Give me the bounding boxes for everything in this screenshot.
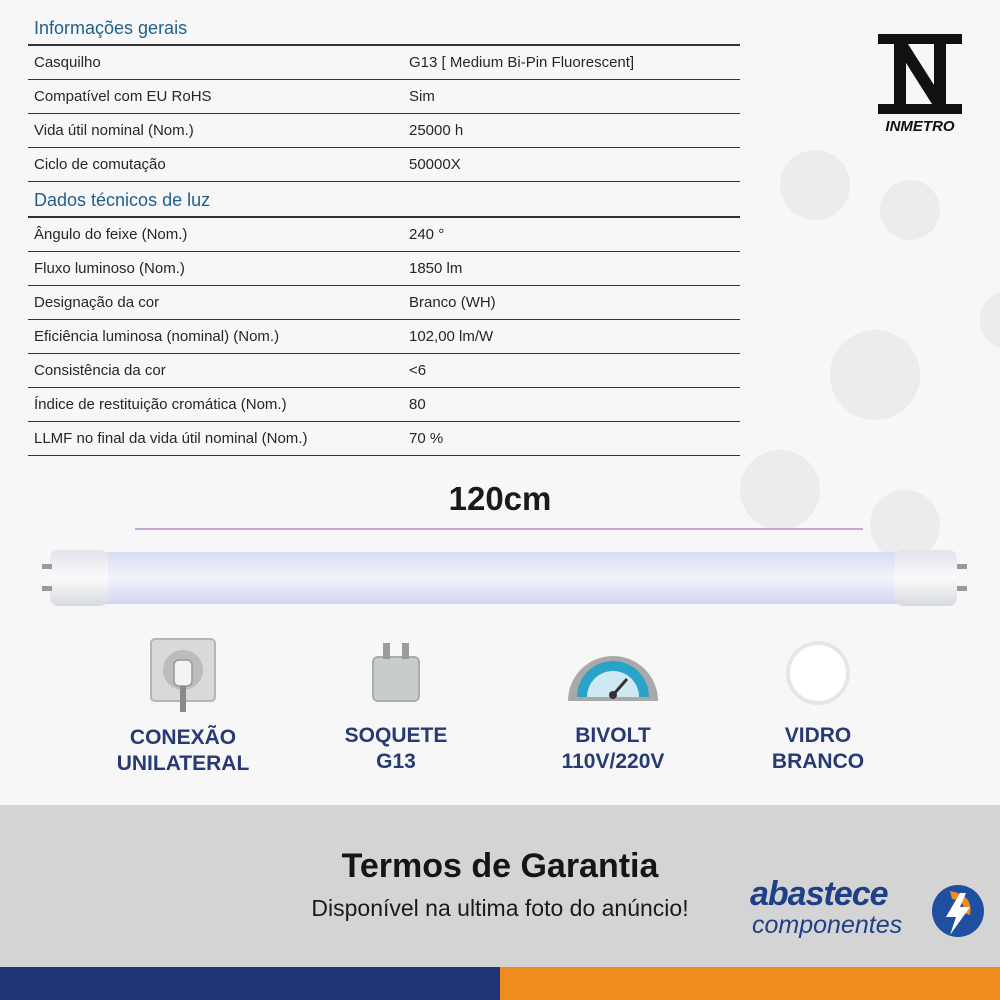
spec-label: Compatível com EU RoHS (34, 88, 212, 105)
power-outlet-icon (148, 635, 218, 715)
feature-label-line2: G13 (376, 750, 416, 773)
feature-label-line1: VIDRO (784, 724, 852, 747)
brand-name-top: abastece (750, 875, 888, 913)
spec-label: LLMF no final da vida útil nominal (Nom.) (34, 430, 308, 447)
spec-row (28, 354, 740, 388)
spec-label: Eficiência luminosa (nominal) (Nom.) (34, 328, 280, 345)
spec-value: 80 (409, 396, 426, 413)
footer-stripe-orange (500, 967, 1000, 1000)
spec-row (28, 422, 740, 456)
spec-label: Consistência da cor (34, 362, 166, 379)
spec-value: 240 ° (409, 226, 445, 243)
feature-label-line1: SOQUETE (344, 724, 448, 747)
length-label: 120cm (448, 480, 552, 517)
feature-label-line1: BIVOLT (575, 724, 651, 747)
inmetro-logo (876, 34, 964, 138)
spec-row (28, 148, 740, 182)
warranty-subtitle: Disponível na ultima foto do anúncio! (311, 895, 689, 921)
brand-logo (750, 875, 990, 945)
background-dot (880, 180, 940, 240)
background-dot (780, 150, 850, 220)
spec-value: 102,00 lm/W (409, 328, 494, 345)
spec-label: Vida útil nominal (Nom.) (34, 122, 194, 139)
inmetro-label: INMETRO (885, 118, 955, 135)
feature-label-line2: BRANCO (771, 750, 865, 773)
spec-row (28, 286, 740, 320)
spec-label: Casquilho (34, 54, 101, 71)
spec-label: Ângulo do feixe (Nom.) (34, 226, 188, 243)
g13-socket-icon (361, 635, 431, 715)
footer-stripe-blue (0, 967, 500, 1000)
section-title-general-info: Informações gerais (28, 10, 740, 46)
feature-label-line1: CONEXÃO (129, 726, 237, 749)
spec-row (28, 320, 740, 354)
spec-row (28, 218, 740, 252)
spec-value: 25000 h (409, 122, 464, 139)
white-glass-icon (783, 635, 853, 715)
lightning-bolt-icon (930, 881, 986, 941)
spec-row (28, 46, 740, 80)
brand-name-bottom: componentes (752, 911, 903, 939)
feature-glass (718, 635, 918, 775)
background-dot (830, 330, 920, 420)
background-dot (740, 450, 820, 530)
feature-socket (296, 635, 496, 775)
gauge-icon (563, 635, 663, 715)
feature-bivolt (513, 635, 713, 775)
feature-label-line2: UNILATERAL (116, 752, 250, 775)
specifications-table (28, 10, 740, 456)
spec-row (28, 252, 740, 286)
warranty-title: Termos de Garantia (341, 847, 659, 885)
section-title-light-data: Dados técnicos de luz (28, 182, 740, 218)
spec-value: Branco (WH) (409, 294, 496, 311)
spec-value: 70 % (409, 430, 444, 447)
led-tube-icon (40, 540, 970, 620)
spec-value: 1850 lm (409, 260, 463, 277)
background-dot (980, 290, 1000, 350)
warranty-band (0, 805, 1000, 967)
spec-value: Sim (409, 88, 435, 105)
spec-row (28, 114, 740, 148)
length-line (135, 528, 863, 530)
spec-label: Índice de restituição cromática (Nom.) (34, 396, 287, 413)
spec-label: Fluxo luminoso (Nom.) (34, 260, 185, 277)
spec-value: 50000X (409, 156, 461, 173)
spec-label: Ciclo de comutação (34, 156, 166, 173)
spec-value: G13 [ Medium Bi-Pin Fluorescent] (409, 54, 635, 71)
feature-label-line2: 110V/220V (561, 750, 665, 773)
inmetro-logo-icon (876, 34, 964, 118)
spec-row (28, 388, 740, 422)
spec-label: Designação da cor (34, 294, 160, 311)
feature-connection (83, 635, 283, 777)
spec-row (28, 80, 740, 114)
spec-value: <6 (409, 362, 427, 379)
